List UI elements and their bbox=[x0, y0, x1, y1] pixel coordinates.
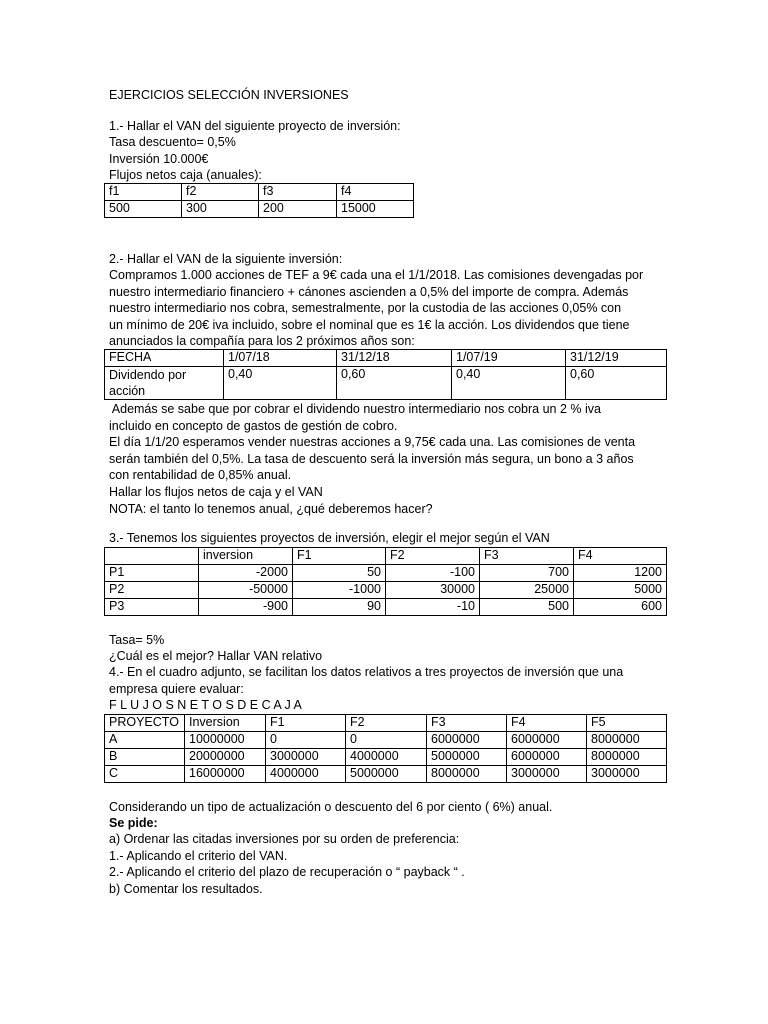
table-cell: B bbox=[105, 749, 185, 766]
text-line: Compramos 1.000 acciones de TEF a 9€ cada una el 1/1/2018. Las comisiones devengadas por bbox=[109, 268, 644, 282]
ex2-after-paragraph bbox=[109, 401, 635, 517]
table-header-row bbox=[105, 350, 667, 367]
text-line: serán también del 0,5%. La tasa de descuento será la inversión más segura, un bono a 3 años bbox=[109, 451, 634, 466]
text-line: a) Ordenar las citadas inversiones por su orden de preferencia: bbox=[109, 832, 460, 846]
table-cell: -1000 bbox=[293, 582, 386, 599]
text-line: empresa quiere evaluar: bbox=[109, 681, 244, 696]
table-cell: 5000 bbox=[574, 582, 667, 599]
table-cell: 10000000 bbox=[185, 732, 266, 749]
table-header-cell: F1 bbox=[266, 715, 346, 732]
text-line: 1.- Aplicando el criterio del VAN. bbox=[109, 848, 288, 863]
table-header-row bbox=[105, 184, 414, 201]
table-cell: 600 bbox=[574, 599, 667, 616]
table-cell: 90 bbox=[293, 599, 386, 616]
text-line: anunciados la compañía para los 2 próximos años son: bbox=[109, 334, 415, 349]
table-cell: C bbox=[105, 766, 185, 783]
table-cell: 6000000 bbox=[507, 749, 587, 766]
table-cell: 20000000 bbox=[185, 749, 266, 766]
table-cell: 0 bbox=[266, 732, 346, 749]
table-header-cell bbox=[105, 548, 199, 565]
table-cell: -900 bbox=[199, 599, 293, 616]
text-line: nuestro intermediario financiero + cánones ascienden a 0,5% del importe de compra. Además bbox=[109, 284, 629, 299]
text-line: nuestro intermediario nos cobra, semestralmente, por la custodia de las acciones 0,05% con bbox=[109, 301, 622, 316]
table-cell: -100 bbox=[386, 565, 480, 582]
ex1-flows-label: Flujos netos caja (anuales): bbox=[109, 168, 262, 182]
table-header-cell: 1/07/18 bbox=[224, 350, 337, 367]
table-header-cell: 31/12/18 bbox=[337, 350, 452, 367]
table-cell: 15000 bbox=[337, 201, 414, 218]
ex2-dividend-table bbox=[104, 349, 667, 400]
table-cell: 16000000 bbox=[185, 766, 266, 783]
ex4-heading bbox=[109, 664, 623, 697]
table-cell: 500 bbox=[105, 201, 182, 218]
table-header-cell: F4 bbox=[507, 715, 587, 732]
table-cell: 5000000 bbox=[346, 766, 427, 783]
table-header-row bbox=[105, 715, 667, 732]
table-header-cell: f2 bbox=[182, 184, 259, 201]
table-row bbox=[105, 582, 667, 599]
ex4-table-caption: F L U J O S N E T O S D E C A J A bbox=[109, 698, 302, 712]
table-header-cell: 1/07/19 bbox=[452, 350, 566, 367]
table-header-cell: F3 bbox=[480, 548, 574, 565]
table-header-cell: f1 bbox=[105, 184, 182, 201]
table-cell: 3000000 bbox=[266, 749, 346, 766]
ex1-investment: Inversión 10.000€ bbox=[109, 152, 209, 166]
table-header-cell: F2 bbox=[346, 715, 427, 732]
table-cell: 5000000 bbox=[427, 749, 507, 766]
table-cell: 0,40 bbox=[452, 367, 566, 400]
table-header-cell: Inversion bbox=[185, 715, 266, 732]
text-line: El día 1/1/20 esperamos vender nuestras acciones a 9,75€ cada una. Las comisiones de venta bbox=[109, 435, 636, 450]
ex3-projects-table bbox=[104, 547, 667, 616]
table-cell: P2 bbox=[105, 582, 199, 599]
table-cell: 25000 bbox=[480, 582, 574, 599]
table-header-cell: f4 bbox=[337, 184, 414, 201]
table-row bbox=[105, 599, 667, 616]
table-row bbox=[105, 749, 667, 766]
table-cell: 30000 bbox=[386, 582, 480, 599]
table-cell: A bbox=[105, 732, 185, 749]
table-cell: 200 bbox=[259, 201, 337, 218]
table-cell: -2000 bbox=[199, 565, 293, 582]
table-header-cell: FECHA bbox=[105, 350, 224, 367]
ex1-rate: Tasa descuento= 0,5% bbox=[109, 135, 236, 149]
text-line: NOTA: el tanto lo tenemos anual, ¿qué deberemos hacer? bbox=[109, 501, 433, 516]
text-line: 4.- En el cuadro adjunto, se facilitan los datos relativos a tres proyectos de inversión que una bbox=[109, 665, 624, 679]
ex2-heading: 2.- Hallar el VAN de la siguiente inversión: bbox=[109, 252, 343, 266]
table-row bbox=[105, 766, 667, 783]
ex4-se-pide: Se pide: bbox=[109, 816, 158, 830]
table-cell: 0,60 bbox=[566, 367, 667, 400]
text-line: Además se sabe que por cobrar el dividendo nuestro intermediario nos cobra un 2 % iva bbox=[109, 402, 601, 416]
table-header-cell: F3 bbox=[427, 715, 507, 732]
table-header-row bbox=[105, 548, 667, 565]
table-cell: 0,60 bbox=[337, 367, 452, 400]
table-cell: -10 bbox=[386, 599, 480, 616]
table-cell: -50000 bbox=[199, 582, 293, 599]
table-cell: 8000000 bbox=[587, 732, 667, 749]
table-cell: 8000000 bbox=[427, 766, 507, 783]
table-cell: 1200 bbox=[574, 565, 667, 582]
ex3-question: ¿Cuál es el mejor? Hallar VAN relativo bbox=[109, 649, 323, 663]
table-header-cell: F5 bbox=[587, 715, 667, 732]
table-header-cell: PROYECTO bbox=[105, 715, 185, 732]
text-line: b) Comentar los resultados. bbox=[109, 881, 263, 896]
table-cell: 3000000 bbox=[507, 766, 587, 783]
table-cell: 300 bbox=[182, 201, 259, 218]
table-cell: 0 bbox=[346, 732, 427, 749]
text-line: incluido en concepto de gastos de gestión de cobro. bbox=[109, 418, 398, 433]
table-header-cell: 31/12/19 bbox=[566, 350, 667, 367]
ex4-consider: Considerando un tipo de actualización o descuento del 6 por ciento ( 6%) anual. bbox=[109, 800, 553, 814]
ex3-rate: Tasa= 5% bbox=[109, 633, 165, 647]
table-header-cell: f3 bbox=[259, 184, 337, 201]
text-line: con rentabilidad de 0,85% anual. bbox=[109, 468, 292, 483]
table-header-cell: F1 bbox=[293, 548, 386, 565]
text-line: Hallar los flujos netos de caja y el VAN bbox=[109, 484, 323, 499]
text-line: 2.- Aplicando el criterio del plazo de recuperación o “ payback “ . bbox=[109, 865, 465, 880]
table-row bbox=[105, 367, 667, 400]
table-cell: P1 bbox=[105, 565, 199, 582]
table-cell: 700 bbox=[480, 565, 574, 582]
table-cell: 4000000 bbox=[266, 766, 346, 783]
ex2-paragraph bbox=[109, 267, 643, 350]
table-cell: 6000000 bbox=[427, 732, 507, 749]
table-cell: 500 bbox=[480, 599, 574, 616]
table-cell: 8000000 bbox=[587, 749, 667, 766]
ex3-heading: 3.- Tenemos los siguientes proyectos de inversión, elegir el mejor según el VAN bbox=[109, 531, 550, 545]
text-line: un mínimo de 20€ iva incluido, sobre el nominal que es 1€ la acción. Los dividendos que tiene bbox=[109, 317, 630, 332]
ex4-tasks bbox=[109, 831, 465, 897]
table-row bbox=[105, 732, 667, 749]
table-cell: 0,40 bbox=[224, 367, 337, 400]
table-row bbox=[105, 565, 667, 582]
table-row bbox=[105, 201, 414, 218]
ex1-flows-table bbox=[104, 183, 414, 218]
table-header-cell: F4 bbox=[574, 548, 667, 565]
page-title: EJERCICIOS SELECCIÓN INVERSIONES bbox=[109, 88, 349, 102]
table-cell: 6000000 bbox=[507, 732, 587, 749]
table-header-cell: F2 bbox=[386, 548, 480, 565]
table-header-cell: inversion bbox=[199, 548, 293, 565]
table-cell: P3 bbox=[105, 599, 199, 616]
table-row-label: Dividendo por acción bbox=[105, 367, 224, 400]
ex1-heading: 1.- Hallar el VAN del siguiente proyecto de inversión: bbox=[109, 119, 401, 133]
table-cell: 4000000 bbox=[346, 749, 427, 766]
table-cell: 50 bbox=[293, 565, 386, 582]
table-cell: 3000000 bbox=[587, 766, 667, 783]
ex4-projects-table bbox=[104, 714, 667, 783]
